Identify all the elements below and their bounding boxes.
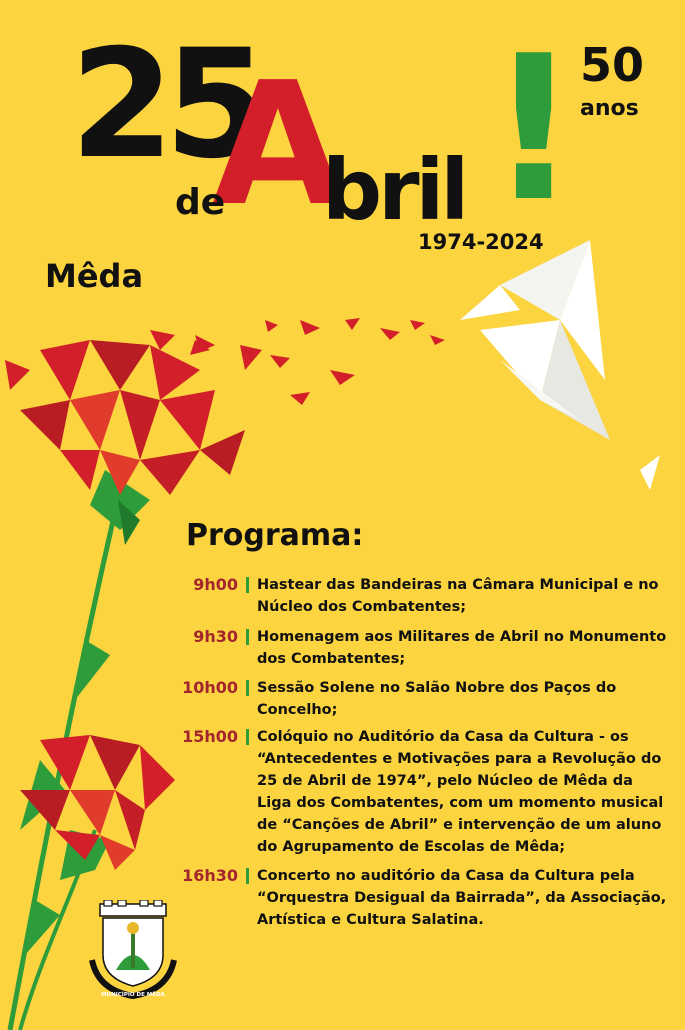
program-time: 9h00 xyxy=(193,575,238,594)
town-name: Mêda xyxy=(45,257,144,295)
years-range: 1974-2024 xyxy=(418,230,544,254)
program-description: Homenagem aos Militares de Abril no Monumento dos Combatentes; xyxy=(257,629,667,667)
anniversary-word: anos xyxy=(580,96,639,121)
title-bril: bril xyxy=(322,141,466,239)
program-item xyxy=(150,626,670,670)
title-exclamation: ! xyxy=(488,13,580,246)
title-de: de xyxy=(175,182,226,223)
origami-dove-icon xyxy=(460,240,660,490)
separator-bar xyxy=(246,629,249,645)
upper-carnation-icon xyxy=(5,330,245,495)
floating-petals-icon xyxy=(195,318,445,405)
separator-bar xyxy=(246,680,249,696)
separator-bar xyxy=(246,868,249,884)
program-description: Concerto no auditório da Casa da Cultura pela “Orquestra Desigual da Bairrada”, da Associação, Artística e Cultura Salatina. xyxy=(257,868,667,928)
leaf-icon xyxy=(75,640,110,700)
logo-caption: MUNICÍPIO DE MÊDA xyxy=(101,992,165,998)
coat-of-arms-icon xyxy=(88,900,178,1000)
program-item xyxy=(150,574,670,618)
program-time: 9h30 xyxy=(193,627,238,646)
program-item xyxy=(150,677,670,721)
separator-bar xyxy=(246,729,249,745)
title-number: 25 xyxy=(70,18,259,192)
program-time: 15h00 xyxy=(182,727,238,746)
title-a-letter: A xyxy=(212,46,340,244)
program-time: 10h00 xyxy=(182,678,238,697)
program-title: Programa: xyxy=(186,518,364,553)
program-time: 16h30 xyxy=(182,866,238,885)
program-description: Hastear das Bandeiras na Câmara Municipal e no Núcleo dos Combatentes; xyxy=(257,577,659,615)
program-description: Sessão Solene no Salão Nobre dos Paços do Concelho; xyxy=(257,680,617,718)
program-description: Colóquio no Auditório da Casa da Cultura - os “Antecedentes e Motivações para a Revolução do 25 de Abril de 1974”, pelo Núcleo de Mêda da Liga dos Combatentes, com um momento musical de “Canções de Abril” e intervenção de um aluno do Agrupamento de Escolas de Mêda; xyxy=(257,729,664,855)
separator-bar xyxy=(246,577,249,593)
anniversary-number: 50 xyxy=(580,38,645,92)
program-item xyxy=(150,726,670,858)
program-item xyxy=(150,865,670,931)
